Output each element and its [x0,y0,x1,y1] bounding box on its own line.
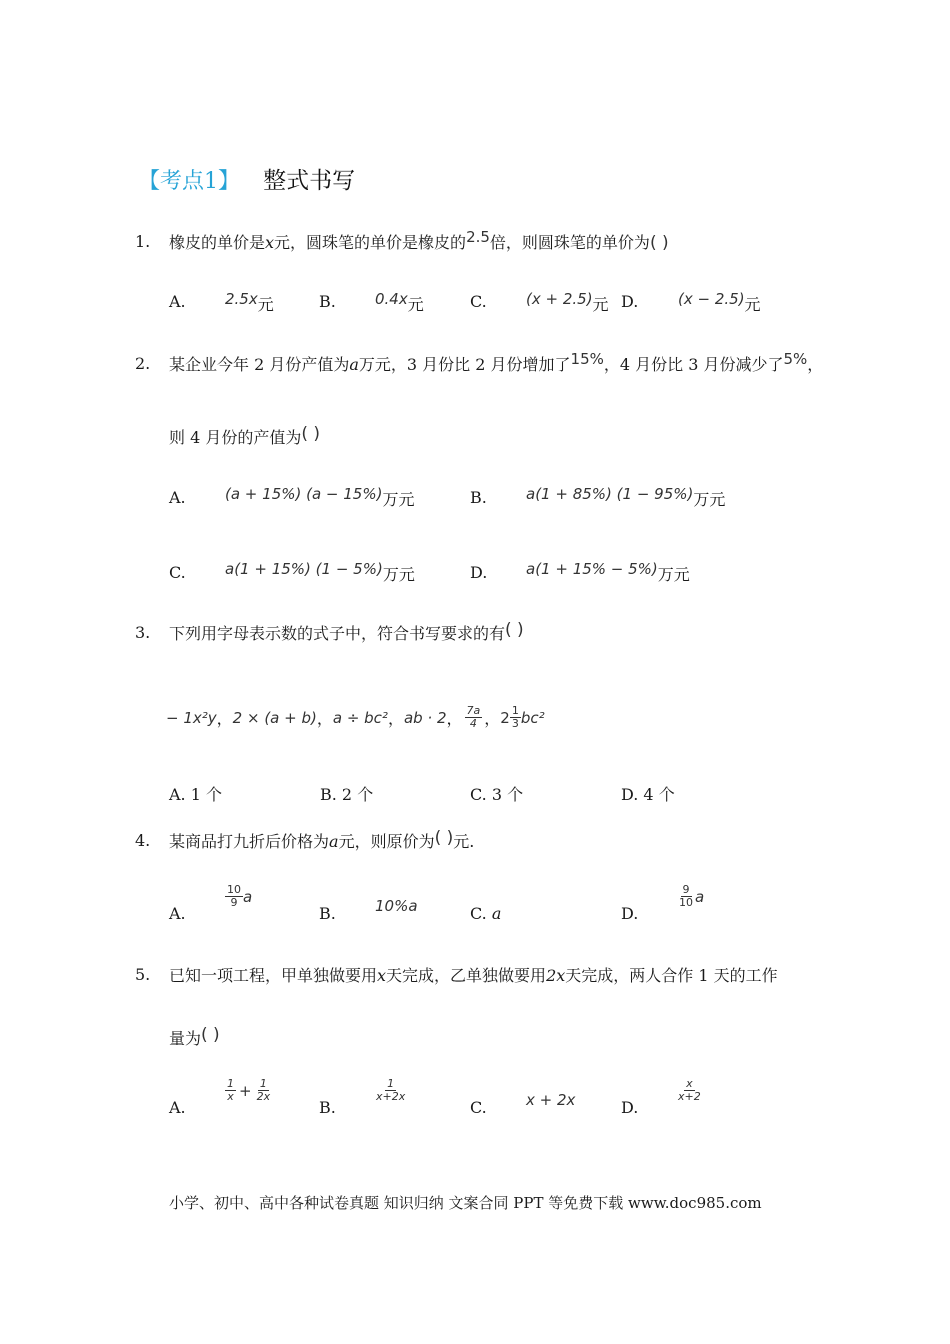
q2-option-a-expr: (a + 15%) (a − 15%)万元 [225,485,415,509]
question-1-stem: 橡皮的单价是x元，圆珠笔的单价是橡皮的2.5倍，则圆珠笔的单价为( ) [169,228,669,253]
expr-6-tail: bc² [520,708,545,727]
question-3-number: 3. [135,623,151,642]
q1-option-d-expr: (x − 2.5)元 [678,290,761,314]
footer-text: 小学、初中、高中各种试卷真题 知识归纳 文案合同 PPT 等免费下载 www.doc985.com [169,1194,762,1212]
expr-5-fraction: $\frac{7a}{4}$ [466,704,481,730]
question-3-expressions: − 1x²y ， 2 × (a + b) ， a ÷ bc² ， ab · 2 ， $\frac{7a}{4}$ ， 2 $\frac{1}{3}$ bc² [166,704,545,730]
q5-option-a-expr: $\frac{1}{x}$ + $\frac{1}{2x}$ [227,1077,271,1103]
q5-option-b-expr: $\frac{1}{x+2x}$ [376,1077,406,1103]
question-4-number: 4. [135,831,151,850]
q3-option-d[interactable]: D. 4 个 [621,785,675,804]
q1-option-b[interactable]: B. [319,292,336,311]
expr-3: a ÷ bc² [332,708,388,727]
q2-option-d[interactable]: D. [470,563,488,582]
q1-option-c[interactable]: C. [470,292,487,311]
q1-option-a-expr: 2.5x元 [225,290,274,314]
question-2-stem: 某企业今年 2 月份产值为a万元，3 月份比 2 月份增加了15%，4 月份比 3 月份减少了5%， [169,350,824,374]
q4-option-b[interactable]: B. [319,904,336,923]
q2-option-a[interactable]: A. [169,488,186,507]
q2-option-b[interactable]: B. [470,488,487,507]
q4-option-a-expr: $\frac{10}{9}$ a [227,883,253,909]
q5-option-d[interactable]: D. [621,1098,639,1117]
q5-option-a[interactable]: A. [169,1098,186,1117]
q1-option-b-expr: 0.4x元 [375,290,424,314]
q3-option-b[interactable]: B. 2 个 [320,785,374,804]
question-5-stem-line2: 量为( ) [169,1025,220,1048]
q3-option-a[interactable]: A. 1 个 [169,785,222,804]
q1-option-c-expr: (x + 2.5)元 [526,290,609,314]
expr-1: − 1x²y [166,708,217,727]
q4-option-d-expr: $\frac{9}{10}$ a [679,883,705,909]
q1-option-a[interactable]: A. [169,292,186,311]
expr-4: ab · 2 [403,708,447,727]
question-3-stem: 下列用字母表示数的式子中，符合书写要求的有( ) [169,620,524,643]
question-2-number: 2. [135,354,151,373]
q5-option-c[interactable]: C. [470,1098,487,1117]
section-title: 整式书写 [263,168,356,194]
section-heading [138,162,355,195]
expr-2: 2 × (a + b) [232,708,317,727]
question-5-stem: 已知一项工程，甲单独做要用x天完成，乙单独做要用2x天完成，两人合作 1 天的工作 [169,966,778,985]
q4-option-d[interactable]: D. [621,904,639,923]
question-2-stem-line2: 则 4 月份的产值为( ) [169,424,321,447]
q3-option-c[interactable]: C. 3 个 [470,785,524,804]
expr-6-fraction: $\frac{1}{3}$ [511,704,519,730]
q5-option-b[interactable]: B. [319,1098,336,1117]
q1-option-d[interactable]: D. [621,292,639,311]
q2-option-b-expr: a(1 + 85%) (1 − 95%)万元 [526,485,726,509]
q2-option-c-expr: a(1 + 15%) (1 − 5%)万元 [225,560,415,584]
q2-option-d-expr: a(1 + 15% − 5%)万元 [526,560,690,584]
q5-option-d-expr: $\frac{x}{x+2}$ [678,1077,701,1103]
question-1-number: 1. [135,232,151,251]
q4-option-b-expr: 10%a [375,897,418,915]
q4-option-a[interactable]: A. [169,904,186,923]
q4-option-c[interactable]: C. a [470,904,502,923]
q5-option-c-expr: x + 2x [526,1091,576,1109]
section-tag: 【考点1】 [138,169,240,194]
question-4-stem: 某商品打九折后价格为a元，则原价为( )元. [169,828,475,851]
q2-option-c[interactable]: C. [169,563,186,582]
expr-6-whole: 2 [500,708,510,727]
question-5-number: 5. [135,965,151,984]
